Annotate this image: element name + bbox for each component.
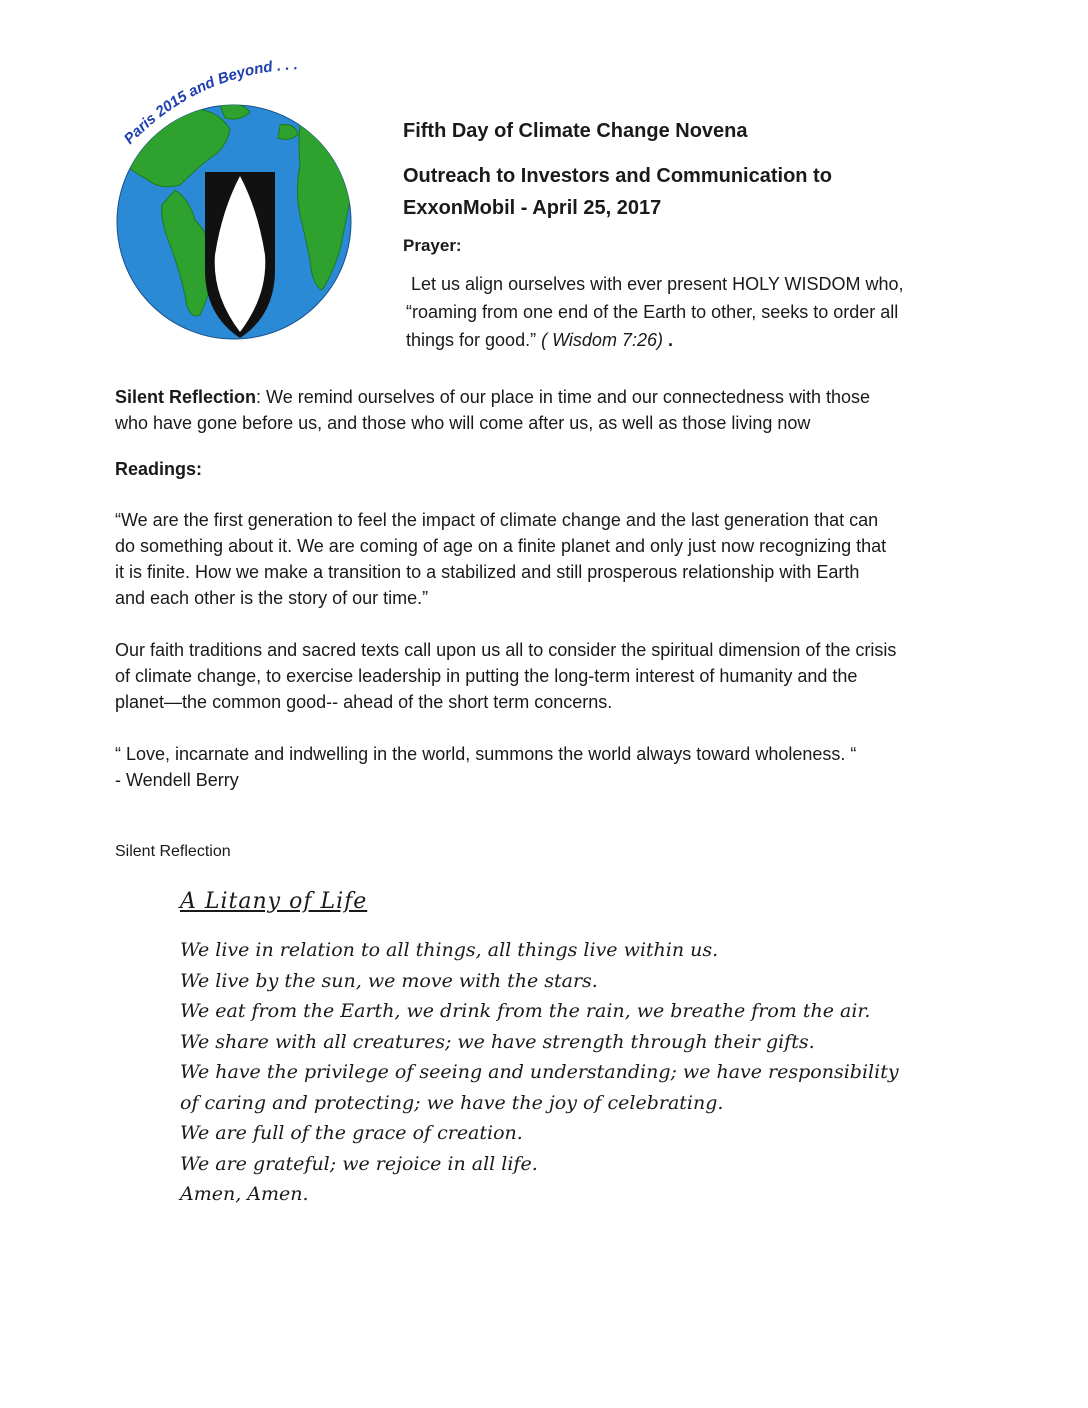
berry-quote-author: - Wendell Berry xyxy=(115,770,239,790)
prayer-reference: ( Wisdom 7:26) xyxy=(541,330,663,350)
silent-reflection-paragraph xyxy=(115,384,985,436)
silent-reflection-2 xyxy=(115,841,985,863)
litany-section xyxy=(180,885,1000,1210)
document-title: Fifth Day of Climate Change Novena xyxy=(403,120,748,142)
readings-quote xyxy=(115,507,985,611)
berry-quote xyxy=(115,741,985,793)
litany-line: We live by the sun, we move with the stars. xyxy=(180,969,598,992)
quote-line: “We are the first generation to feel the impact of climate change and the last generation that can xyxy=(115,510,879,530)
faith-line: of climate change, to exercise leadership in putting the long-term interest of humanity and the xyxy=(115,666,858,686)
quote-line: and each other is the story of our time.” xyxy=(115,588,429,608)
faith-paragraph xyxy=(115,637,985,715)
litany-line: Amen, Amen. xyxy=(180,1183,309,1205)
readings-label: Readings: xyxy=(115,459,203,479)
litany-line: We share with all creatures; we have strength through their gifts. xyxy=(180,1030,815,1053)
silent-reflection-label: Silent Reflection xyxy=(115,387,257,407)
silent-reflection-line-1 xyxy=(115,384,985,410)
readings-heading xyxy=(115,456,985,482)
litany-line: We are full of the grace of creation. xyxy=(180,1122,523,1144)
prayer-line-3 xyxy=(406,326,1003,354)
header-block xyxy=(403,116,1003,354)
litany-line: We eat from the Earth, we drink from the rain, we breathe from the air. xyxy=(180,1000,871,1022)
quote-line: do something about it. We are coming of age on a finite planet and only just now recognizing that xyxy=(115,536,887,556)
subtitle-line-2: ExxonMobil - April 25, 2017 xyxy=(403,197,662,219)
logo-arc-text: Paris 2015 and Beyond . . . xyxy=(120,56,299,148)
document-subtitle xyxy=(403,160,1003,224)
litany-title: A Litany of Life xyxy=(180,889,368,914)
globe-logo-icon xyxy=(100,50,360,350)
faith-line: planet—the common good-- ahead of the short term concerns. xyxy=(115,692,613,712)
prayer-line-3-text: things for good.” xyxy=(406,330,542,350)
litany-line: of caring and protecting; we have the joy of celebrating. xyxy=(180,1091,724,1114)
silent-reflection-2-label: Silent Reflection xyxy=(115,843,231,860)
silent-reflection-line-2: who have gone before us, and those who will come after us, as well as those living now xyxy=(115,413,811,433)
berry-quote-text: “ Love, incarnate and indwelling in the world, summons the world always toward wholeness. “ xyxy=(115,744,857,764)
quote-line: it is finite. How we make a transition to a stabilized and still prosperous relationship with Earth xyxy=(115,562,860,582)
prayer-line-1: Let us align ourselves with ever present HOLY WISDOM who, xyxy=(406,274,904,294)
litany-line: We are grateful; we rejoice in all life. xyxy=(180,1152,538,1175)
prayer-text xyxy=(403,270,1003,354)
subtitle-line-1: Outreach to Investors and Communication to xyxy=(403,165,832,187)
faith-line: Our faith traditions and sacred texts call upon us all to consider the spiritual dimension of the crisis xyxy=(115,640,897,660)
prayer-end-mark: . xyxy=(662,330,673,350)
silent-reflection-text-1: : We remind ourselves of our place in time and our connectedness with those xyxy=(256,387,871,407)
litany-line: We live in relation to all things, all things live within us. xyxy=(180,939,719,961)
prayer-label: Prayer: xyxy=(403,236,462,255)
litany-line: We have the privilege of seeing and understanding; we have responsibility xyxy=(180,1061,899,1083)
prayer-line-2: “roaming from one end of the Earth to other, seeks to order all xyxy=(406,302,899,322)
